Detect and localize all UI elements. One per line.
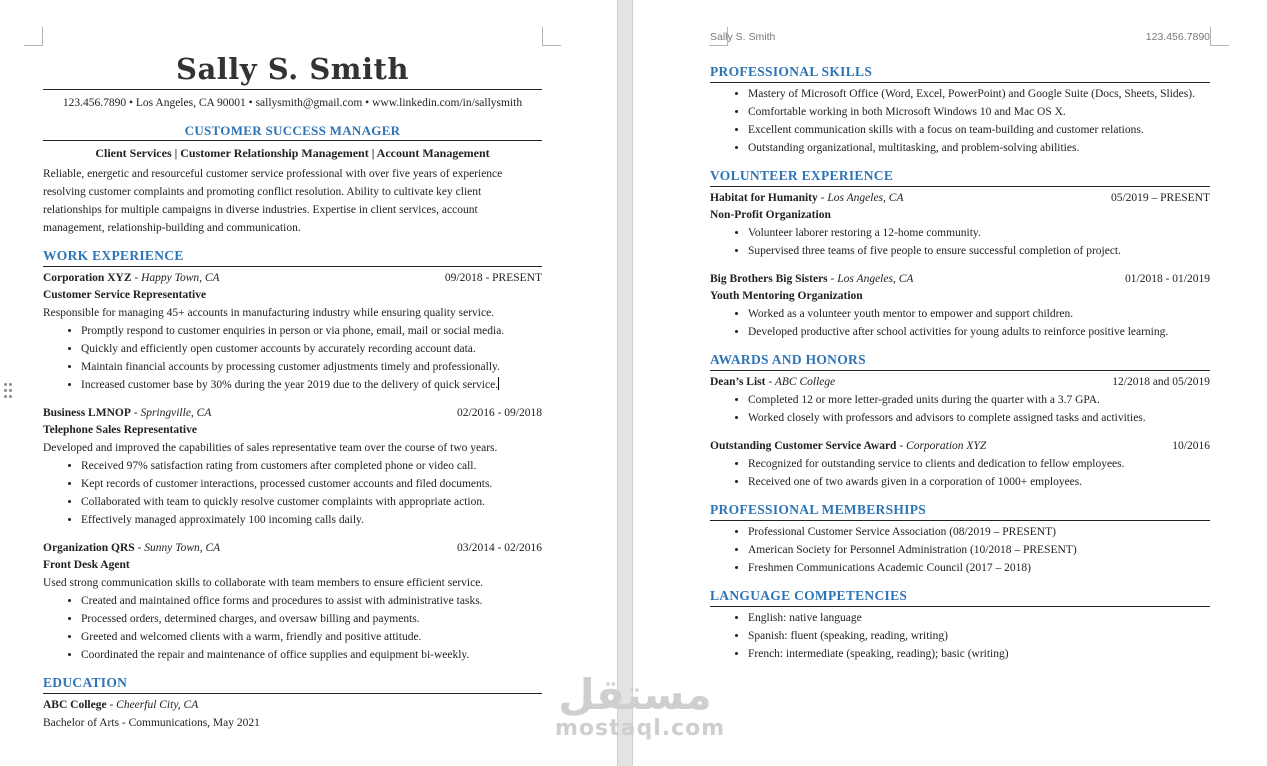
- job-entry: [43, 269, 542, 394]
- volunteer-location: - Los Angeles, CA: [827, 273, 914, 285]
- page-corner-mark: [542, 27, 561, 46]
- volunteer-dates: 01/2018 - 01/2019: [1125, 273, 1210, 285]
- list-item-text: Increased customer base by 30% during the year 2019 due to the delivery of quick service.: [81, 379, 499, 391]
- watermark-arabic: مستقل: [558, 670, 712, 719]
- company-name: Corporation XYZ: [43, 272, 132, 284]
- list-item: • Spanish: fluent (speaking, reading, writing): [748, 627, 1210, 645]
- list-item: • Developed productive after school activities for young adults to reinforce positive learning.: [748, 323, 1210, 341]
- volunteer-bullets: [710, 224, 1210, 260]
- list-item: • Freshmen Communications Academic Council (2017 – 2018): [748, 559, 1210, 577]
- job-entry: [43, 404, 542, 529]
- watermark-logo: [555, 670, 726, 741]
- list-item: • Promptly respond to customer enquiries in person or via phone, email, mail or social media.: [81, 322, 542, 340]
- job-dates: 09/2018 - PRESENT: [444, 272, 542, 284]
- job-bullets: [43, 457, 542, 529]
- section-heading-volunteer: VOLUNTEER EXPERIENCE: [710, 166, 1210, 187]
- document-page-2: [633, 0, 1267, 766]
- job-location: - Springville, CA: [130, 407, 212, 419]
- company-name: Organization QRS: [43, 542, 135, 554]
- header-phone: 123.456.7890: [1145, 31, 1210, 43]
- section-heading-skills: PROFESSIONAL SKILLS: [710, 62, 1210, 83]
- list-item: • French: intermediate (speaking, reading); basic (writing): [748, 645, 1210, 663]
- page-corner-mark: [24, 27, 43, 46]
- job-title: CUSTOMER SUCCESS MANAGER: [43, 122, 542, 141]
- job-description: Used strong communication skills to collaborate with team members to ensure efficient service.: [43, 577, 484, 589]
- languages-list: [710, 609, 1210, 663]
- job-description: Responsible for managing 45+ accounts in manufacturing industry while ensuring quality service.: [43, 307, 495, 319]
- list-item: • Supervised three teams of five people to ensure successful completion of project.: [748, 242, 1210, 260]
- list-item: • Collaborated with team to quickly resolve customer complaints with appropriate action.: [81, 493, 542, 511]
- award-issuer: - Corporation XYZ: [896, 440, 987, 452]
- watermark-latin: mostaql.com: [555, 716, 726, 741]
- company-name: Business LMNOP: [43, 407, 131, 419]
- list-item: • Comfortable working in both Microsoft Windows 10 and Mac OS X.: [748, 103, 1210, 121]
- award-issuer: - ABC College: [765, 376, 836, 388]
- school-name: ABC College: [43, 699, 107, 711]
- page-header: [710, 31, 1210, 43]
- volunteer-dates: 05/2019 – PRESENT: [1110, 192, 1210, 204]
- list-item: • Volunteer laborer restoring a 12-home community.: [748, 224, 1210, 242]
- list-item[interactable]: [81, 376, 542, 394]
- job-dates: 02/2016 - 09/2018: [457, 407, 542, 419]
- memberships-list: [710, 523, 1210, 577]
- job-entry: [43, 539, 542, 664]
- page-2-content: [710, 62, 1210, 663]
- list-item: • Worked closely with professors and advisors to complete assigned tasks and activities.: [748, 409, 1210, 427]
- list-item: • Outstanding organizational, multitasking, and problem-solving abilities.: [748, 139, 1210, 157]
- award-name: Outstanding Customer Service Award: [710, 440, 897, 452]
- list-item: • Effectively managed approximately 100 incoming calls daily.: [81, 511, 542, 529]
- job-bullets: [43, 592, 542, 664]
- section-heading-languages: LANGUAGE COMPETENCIES: [710, 586, 1210, 607]
- list-item: • Worked as a volunteer youth mentor to empower and support children.: [748, 305, 1210, 323]
- job-role: Front Desk Agent: [43, 559, 130, 571]
- job-description: Developed and improved the capabilities of sales representative team over the course of two years.: [43, 442, 498, 454]
- header-name: Sally S. Smith: [710, 31, 776, 43]
- list-item: • Processed orders, determined charges, and oversaw billing and payments.: [81, 610, 542, 628]
- job-dates: 03/2014 - 02/2016: [457, 542, 542, 554]
- job-location: - Sunny Town, CA: [134, 542, 221, 554]
- page-corner-mark: [1210, 27, 1229, 46]
- volunteer-name: Big Brothers Big Sisters: [710, 273, 828, 285]
- skills-list: [710, 85, 1210, 157]
- list-item: • American Society for Personnel Administration (10/2018 – PRESENT): [748, 541, 1210, 559]
- page-gutter: [617, 0, 633, 766]
- job-bullets: [43, 322, 542, 394]
- volunteer-entry: [710, 270, 1210, 341]
- section-heading-education: EDUCATION: [43, 673, 542, 694]
- list-item: • Excellent communication skills with a focus on team-building and customer relations.: [748, 121, 1210, 139]
- section-heading-work: WORK EXPERIENCE: [43, 246, 542, 267]
- resume-name: Sally S. Smith: [43, 50, 542, 90]
- list-item: • Received one of two awards given in a corporation of 1000+ employees.: [748, 473, 1210, 491]
- award-bullets: [710, 455, 1210, 491]
- award-entry: [710, 373, 1210, 427]
- list-item: • Completed 12 or more letter-graded units during the quarter with a 3.7 GPA.: [748, 391, 1210, 409]
- section-heading-memberships: PROFESSIONAL MEMBERSHIPS: [710, 500, 1210, 521]
- volunteer-name: Habitat for Humanity: [710, 192, 818, 204]
- list-item: • Mastery of Microsoft Office (Word, Excel, PowerPoint) and Google Suite (Docs, Sheets, Slides).: [748, 85, 1210, 103]
- page-1-content: [43, 50, 542, 732]
- job-role: Telephone Sales Representative: [43, 424, 197, 436]
- contact-line: 123.456.7890 • Los Angeles, CA 90001 • sallysmith@gmail.com • www.linkedin.com/in/sallysmith: [62, 97, 523, 109]
- award-bullets: [710, 391, 1210, 427]
- list-item: • Received 97% satisfaction rating from customers after completed phone or video call.: [81, 457, 542, 475]
- list-item: • Created and maintained office forms and procedures to assist with administrative tasks.: [81, 592, 542, 610]
- award-entry: [710, 437, 1210, 491]
- text-cursor: [498, 377, 499, 390]
- list-item: • Quickly and efficiently open customer accounts by accurately recording account data.: [81, 340, 542, 358]
- list-item: • Maintain financial accounts by processing customer adjustments timely and professionally.: [81, 358, 542, 376]
- section-heading-awards: AWARDS AND HONORS: [710, 350, 1210, 371]
- volunteer-org: Youth Mentoring Organization: [710, 290, 863, 302]
- drag-handle-icon[interactable]: [4, 383, 14, 401]
- volunteer-org: Non-Profit Organization: [710, 209, 831, 221]
- specialties-line: Client Services | Customer Relationship Management | Account Management: [95, 146, 490, 160]
- list-item: • Recognized for outstanding service to clients and dedication to fellow employees.: [748, 455, 1210, 473]
- job-location: - Happy Town, CA: [131, 272, 220, 284]
- list-item: • Professional Customer Service Association (08/2019 – PRESENT): [748, 523, 1210, 541]
- award-name: Dean’s List: [710, 376, 766, 388]
- volunteer-location: - Los Angeles, CA: [817, 192, 904, 204]
- degree-line: Bachelor of Arts - Communications, May 2021: [43, 717, 260, 729]
- list-item: • English: native language: [748, 609, 1210, 627]
- school-location: - Cheerful City, CA: [106, 699, 199, 711]
- award-dates: 10/2016: [1172, 440, 1210, 452]
- list-item: • Greeted and welcomed clients with a warm, friendly and positive attitude.: [81, 628, 542, 646]
- job-role: Customer Service Representative: [43, 289, 207, 301]
- volunteer-entry: [710, 189, 1210, 260]
- document-page-1: [0, 0, 617, 766]
- list-item: • Kept records of customer interactions, processed customer accounts and filed documents.: [81, 475, 542, 493]
- award-dates: 12/2018 and 05/2019: [1112, 376, 1210, 388]
- volunteer-bullets: [710, 305, 1210, 341]
- list-item: • Coordinated the repair and maintenance of office supplies and equipment bi-weekly.: [81, 646, 542, 664]
- summary-paragraph: Reliable, energetic and resourceful customer service professional with over five years of experience resolving customer complaints and promoting conflict resolution. Ability to cultivate key client relationships for multiple campaigns in diverse industries. Expertise in client services, account management, relationship-building and communication.: [43, 168, 503, 234]
